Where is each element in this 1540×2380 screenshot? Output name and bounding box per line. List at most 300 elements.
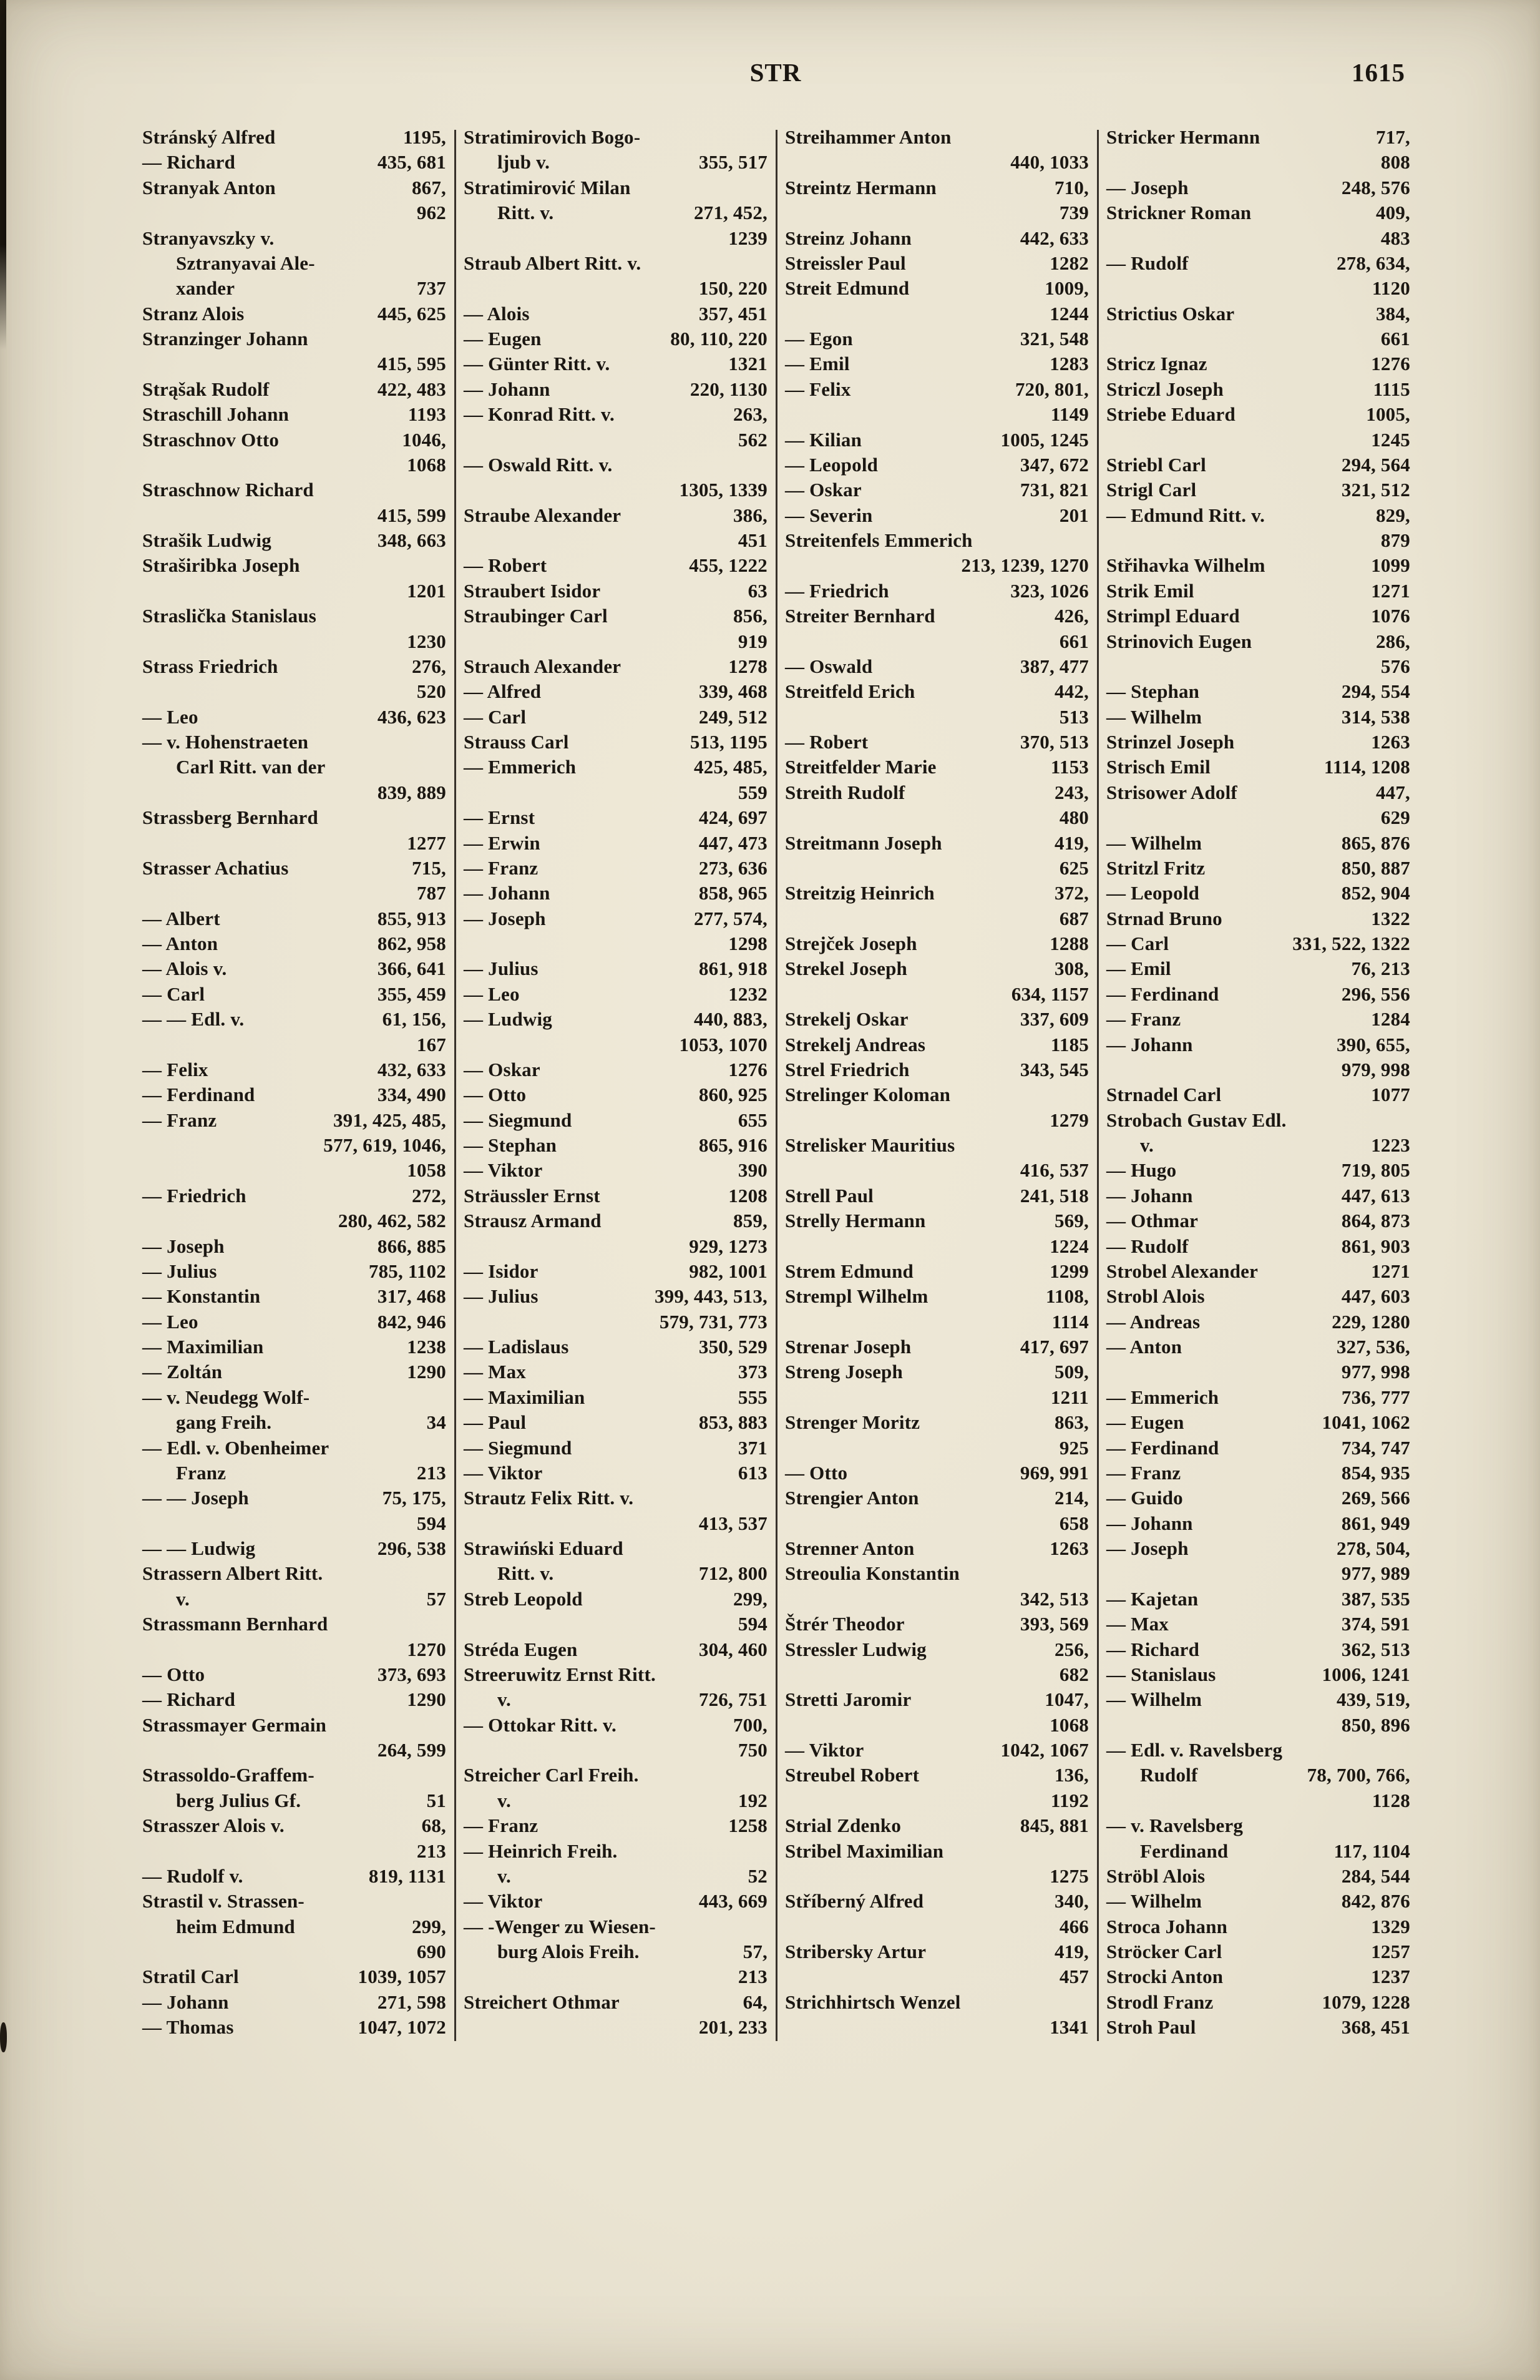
entry-name: burg Alois Freih. (497, 1941, 640, 1962)
entry-name: Stranyak Anton (142, 176, 276, 198)
index-entry-line (464, 200, 768, 225)
index-entry-line (464, 629, 768, 654)
entry-page-refs: 520 (416, 680, 446, 703)
index-entry-line (1106, 1864, 1410, 1889)
entry-page-refs: 1238 (407, 1336, 446, 1358)
index-entry-line (1106, 1234, 1410, 1259)
index-entry-line (785, 503, 1089, 528)
index-entry-line (1106, 1108, 1410, 1133)
entry-name: Strassmann Bernhard (142, 1613, 328, 1635)
entry-page-refs: 1120 (1372, 277, 1410, 300)
entry-page-refs: 977, 989 (1341, 1562, 1410, 1585)
index-entry-line (142, 1436, 446, 1461)
entry-name: v. (497, 1688, 511, 1711)
index-entry-line (464, 1208, 768, 1233)
entry-page-refs: 737 (416, 277, 446, 300)
index-entry-line (464, 1183, 768, 1208)
entry-name: — Oskar (785, 479, 862, 501)
index-entry-line (464, 1436, 768, 1461)
entry-page-refs: 249, 512 (698, 705, 768, 728)
index-entry-line (1106, 428, 1410, 453)
entry-page-refs: 862, 958 (377, 933, 446, 954)
entry-page-refs: 362, 513 (1341, 1638, 1410, 1660)
index-entry-line (142, 528, 446, 553)
index-entry-line (464, 1158, 768, 1183)
entry-name: — Friedrich (142, 1184, 246, 1207)
entry-page-refs: 61, 156, (382, 1008, 446, 1031)
entry-name: — Konrad Ritt. v. (464, 403, 615, 426)
entry-page-refs: 57 (426, 1587, 446, 1610)
index-entry-line (785, 351, 1089, 376)
index-entry-line (785, 780, 1089, 805)
entry-name: Strenger Moritz (785, 1411, 920, 1434)
entry-name: Strautz Felix Ritt. v. (464, 1487, 634, 1509)
entry-page-refs: 355, 517 (698, 151, 768, 174)
entry-page-refs: 1282 (1050, 252, 1089, 274)
entry-page-refs: 860, 925 (698, 1084, 768, 1106)
index-entry-line (142, 982, 446, 1007)
entry-page-refs: 785, 1102 (368, 1260, 446, 1282)
entry-name: Straslička Stanislaus (142, 605, 316, 627)
entry-name: — Paul (464, 1411, 527, 1434)
entry-page-refs: 861, 918 (698, 957, 768, 980)
index-entry-line (142, 1914, 446, 1939)
entry-name: Striebe Eduard (1106, 403, 1235, 426)
entry-page-refs: 979, 998 (1341, 1058, 1410, 1080)
entry-page-refs: 447, 473 (698, 831, 768, 854)
entry-name: Streng Joseph (785, 1361, 903, 1383)
index-entry-line (785, 1385, 1089, 1410)
entry-page-refs: 1270 (407, 1638, 446, 1660)
entry-name: — Otto (142, 1663, 205, 1685)
index-entry-line (464, 780, 768, 805)
entry-name: — Konstantin (142, 1285, 261, 1308)
entry-page-refs: 1271 (1371, 579, 1410, 602)
entry-name: Strass Friedrich (142, 655, 278, 677)
index-entry-line (785, 1839, 1089, 1864)
entry-name: Strickner Roman (1106, 202, 1252, 224)
index-entry-line (142, 1410, 446, 1435)
entry-name: Streihammer Anton (785, 126, 952, 148)
entry-page-refs: 75, 175, (382, 1487, 446, 1509)
index-entry-line (785, 982, 1089, 1007)
entry-page-refs: 68, (421, 1814, 446, 1837)
entry-name: Sztranyavai Ale- (176, 252, 315, 274)
index-entry-line (464, 402, 768, 427)
entry-page-refs: 426, (1054, 605, 1089, 627)
entry-page-refs: 819, 1131 (368, 1864, 446, 1887)
entry-page-refs: 337, 609 (1020, 1008, 1089, 1031)
index-entry-line (1106, 755, 1410, 780)
entry-page-refs: 579, 731, 773 (659, 1310, 768, 1333)
entry-page-refs: 220, 1130 (690, 378, 768, 400)
entry-name: Straubert Isidor (464, 579, 601, 602)
entry-page-refs: 842, 946 (377, 1310, 446, 1333)
entry-name: Strictius Oskar (1106, 302, 1235, 325)
index-entry-line (1106, 730, 1410, 755)
entry-name: Striebl Carl (1106, 453, 1206, 476)
entry-name: Streitfeld Erich (785, 680, 915, 703)
entry-page-refs: 308, (1054, 957, 1089, 980)
index-entry-line (785, 1914, 1089, 1939)
entry-name: — Franz (464, 856, 539, 879)
index-entry-line (464, 1587, 768, 1612)
index-entry-line (1106, 906, 1410, 931)
entry-name: Strnadel Carl (1106, 1084, 1222, 1106)
entry-page-refs: 399, 443, 513, (654, 1285, 768, 1308)
index-entry-line (142, 2015, 446, 2040)
entry-page-refs: 863, (1054, 1411, 1089, 1434)
index-entry-line (1106, 1410, 1410, 1435)
index-entry-line (785, 200, 1089, 225)
entry-name: Strauss Carl (464, 731, 569, 753)
entry-name: heim Edmund (176, 1915, 295, 1937)
entry-page-refs: 787 (416, 882, 446, 904)
index-entry-line (464, 1310, 768, 1334)
entry-name: berg Julius Gf. (176, 1789, 301, 1811)
entry-name: — Anton (1106, 1336, 1182, 1358)
entry-page-refs: 919 (738, 630, 768, 652)
index-entry-line (1106, 301, 1410, 326)
index-entry-line (142, 1234, 446, 1259)
index-entry-line (142, 125, 446, 150)
index-entry-line (1106, 1436, 1410, 1461)
entry-name: Streitzig Heinrich (785, 882, 935, 904)
index-column-2 (464, 125, 768, 2041)
entry-page-refs: 1005, (1366, 403, 1410, 426)
entry-name: Straschnow Richard (142, 479, 314, 501)
entry-name: v. (1140, 1134, 1154, 1156)
index-entry-line (464, 1990, 768, 2015)
entry-name: — Alfred (464, 680, 542, 703)
index-entry-line (785, 301, 1089, 326)
entry-page-refs: 451 (738, 529, 768, 551)
index-entry-line (142, 1561, 446, 1586)
entry-page-refs: 419, (1054, 831, 1089, 854)
index-entry-line (1106, 856, 1410, 881)
entry-name: Strassoldo-Graffem- (142, 1764, 314, 1786)
entry-page-refs: 712, 800 (698, 1562, 768, 1585)
index-entry-line (1106, 528, 1410, 553)
page-header (144, 57, 1408, 92)
entry-name: — Kajetan (1106, 1587, 1199, 1610)
entry-name: Strelinger Koloman (785, 1084, 951, 1106)
entry-name: — Erwin (464, 831, 540, 854)
index-entry-line (785, 1612, 1089, 1637)
index-entry-line (1106, 351, 1410, 376)
entry-name: Carl Ritt. van der (176, 756, 326, 778)
entry-page-refs: 969, 991 (1020, 1461, 1089, 1484)
entry-name: — Stephan (464, 1134, 557, 1156)
entry-name: gang Freih. (176, 1411, 272, 1434)
entry-name: — Carl (464, 705, 527, 728)
index-entry-line (1106, 1587, 1410, 1612)
entry-page-refs: 1245 (1371, 428, 1410, 451)
entry-name: — Wilhelm (1106, 1688, 1202, 1711)
entry-page-refs: 263, (733, 403, 768, 426)
entry-page-refs: 1263 (1050, 1537, 1089, 1559)
entry-name: — Franz (1106, 1461, 1181, 1484)
entry-name: — Anton (142, 933, 218, 954)
entry-page-refs: 829, (1375, 504, 1410, 526)
index-entry-line (1106, 1839, 1410, 1864)
entry-page-refs: 1290 (407, 1361, 446, 1383)
entry-page-refs: 442, 633 (1020, 227, 1089, 249)
entry-name: — Günter Ritt. v. (464, 353, 610, 375)
entry-page-refs: 1192 (1050, 1789, 1089, 1811)
index-entry-line (142, 1864, 446, 1889)
entry-page-refs: 76, 213 (1351, 957, 1410, 980)
entry-name: Strekelj Oskar (785, 1008, 909, 1031)
entry-name: — Rudolf v. (142, 1864, 243, 1887)
index-entry-line (142, 1536, 446, 1561)
index-entry-line (142, 251, 446, 276)
entry-page-refs: 719, 805 (1341, 1159, 1410, 1182)
index-entry-line (464, 2015, 768, 2040)
entry-page-refs: 562 (738, 428, 768, 451)
entry-page-refs: 384, (1375, 302, 1410, 325)
entry-page-refs: 391, 425, 485, (333, 1109, 446, 1131)
entry-name: — Ladislaus (464, 1336, 569, 1358)
entry-name: Streitmann Joseph (785, 831, 942, 854)
entry-page-refs: 248, 576 (1341, 176, 1410, 198)
entry-name: — Ferdinand (1106, 1436, 1219, 1459)
entry-page-refs: 243, (1054, 781, 1089, 803)
entry-page-refs: 661 (1380, 328, 1410, 350)
index-entry-line (1106, 453, 1410, 477)
index-entry-line (785, 1990, 1089, 2015)
entry-page-refs: 1185 (1050, 1033, 1089, 1055)
entry-page-refs: 368, 451 (1341, 2016, 1410, 2039)
entry-name: Ritt. v. (497, 202, 554, 224)
entry-name: — Joseph (1106, 176, 1189, 198)
entry-name: — v. Hohenstraeten (142, 731, 309, 753)
entry-page-refs: 808 (1380, 151, 1410, 174)
entry-page-refs: 447, 603 (1341, 1285, 1410, 1308)
entry-page-refs: 856, (733, 605, 768, 627)
entry-page-refs: 340, (1054, 1890, 1089, 1912)
index-entry-line (785, 1536, 1089, 1561)
entry-page-refs: 629 (1380, 806, 1410, 829)
entry-name: — Hugo (1106, 1159, 1177, 1182)
index-entry-line (464, 982, 768, 1007)
index-entry-line (1106, 982, 1410, 1007)
index-entry-line (464, 226, 768, 251)
entry-page-refs: 1305, 1339 (679, 479, 768, 501)
entry-page-refs: 64, (743, 1991, 768, 2013)
index-entry-line (142, 1385, 446, 1410)
index-entry-line (785, 856, 1089, 881)
index-entry-line (1106, 200, 1410, 225)
index-entry-line (142, 755, 446, 780)
entry-page-refs: 386, (733, 504, 768, 526)
entry-page-refs: 1239 (728, 227, 768, 249)
entry-page-refs: 52 (748, 1864, 768, 1887)
index-entry-line (142, 377, 446, 402)
entry-name: — Robert (464, 554, 547, 577)
entry-name: Střihavka Wilhelm (1106, 554, 1265, 577)
index-entry-line (785, 2015, 1089, 2040)
entry-name: Streissler Paul (785, 252, 906, 274)
entry-page-refs: 321, 512 (1341, 479, 1410, 501)
entry-page-refs: 374, 591 (1341, 1613, 1410, 1635)
entry-page-refs: 278, 504, (1336, 1537, 1410, 1559)
index-entry-line (785, 755, 1089, 780)
entry-page-refs: 1278 (728, 655, 768, 677)
entry-name: — Julius (464, 1285, 539, 1308)
index-entry-line (785, 1662, 1089, 1687)
index-entry-line (464, 276, 768, 301)
index-entry-line (142, 906, 446, 931)
entry-name: — Leo (142, 705, 198, 728)
index-entry-line (785, 1082, 1089, 1107)
index-entry-line (142, 1612, 446, 1637)
entry-page-refs: 213, 1239, 1270 (961, 554, 1089, 577)
entry-page-refs: 1223 (1371, 1134, 1410, 1156)
entry-page-refs: 700, (733, 1713, 768, 1736)
entry-page-refs: 372, (1054, 882, 1089, 904)
index-entry-line (785, 1108, 1089, 1133)
index-entry-line (1106, 1939, 1410, 1964)
entry-page-refs: 447, 613 (1341, 1184, 1410, 1207)
index-entry-line (785, 1310, 1089, 1334)
index-entry-line (1106, 326, 1410, 351)
index-entry-line (1106, 1788, 1410, 1813)
entry-page-refs: 443, 669 (698, 1890, 768, 1912)
entry-name: Streoulia Konstantin (785, 1562, 960, 1585)
index-entry-line (142, 1461, 446, 1486)
entry-name: — Isidor (464, 1260, 539, 1282)
index-entry-line (785, 654, 1089, 679)
entry-page-refs: 1068 (407, 453, 446, 476)
entry-name: xander (176, 277, 235, 300)
index-entry-line (785, 1763, 1089, 1788)
entry-name: Stribersky Artur (785, 1941, 927, 1962)
entry-page-refs: 366, 641 (377, 957, 446, 980)
entry-name: Straširibka Joseph (142, 554, 300, 577)
entry-page-refs: 347, 672 (1020, 453, 1089, 476)
entry-page-refs: 850, 887 (1341, 856, 1410, 879)
entry-page-refs: 1128 (1372, 1789, 1410, 1811)
index-entry-line (1106, 1032, 1410, 1057)
index-entry-line (1106, 1964, 1410, 1989)
entry-page-refs: 117, 1104 (1333, 1839, 1410, 1862)
entry-page-refs: 425, 485, (693, 756, 768, 778)
entry-page-refs: 845, 881 (1020, 1814, 1089, 1837)
column-divider (776, 130, 777, 2041)
entry-name: — Max (464, 1361, 527, 1383)
entry-name: v. (176, 1587, 190, 1610)
index-entry-line (785, 579, 1089, 604)
entry-name: Stretti Jaromir (785, 1688, 912, 1711)
entry-name: Strisower Adolf (1106, 781, 1237, 803)
entry-page-refs: 710, (1054, 176, 1089, 198)
entry-name: Streinz Johann (785, 227, 912, 249)
entry-page-refs: 1047, (1045, 1688, 1089, 1711)
index-entry-line (464, 553, 768, 578)
entry-name: — Johann (464, 378, 550, 400)
index-entry-line (142, 276, 446, 301)
entry-page-refs: 929, 1273 (689, 1235, 768, 1257)
entry-page-refs: 1232 (728, 982, 768, 1005)
entry-page-refs: 509, (1054, 1361, 1089, 1383)
entry-page-refs: 852, 904 (1341, 882, 1410, 904)
index-entry-line (142, 1208, 446, 1233)
index-entry-line (464, 730, 768, 755)
entry-page-refs: 1284 (1371, 1008, 1410, 1031)
index-entry-line (1106, 1259, 1410, 1284)
entry-name: — Richard (1106, 1638, 1200, 1660)
index-entry-line (785, 1511, 1089, 1536)
index-entry-line (1106, 1990, 1410, 2015)
index-entry-line (1106, 1486, 1410, 1511)
entry-page-refs: 739 (1059, 202, 1089, 224)
index-entry-line (785, 1133, 1089, 1158)
entry-page-refs: 150, 220 (698, 277, 768, 300)
index-entry-line (142, 931, 446, 956)
entry-name: Strawiński Eduard (464, 1537, 623, 1559)
entry-name: Strimpl Eduard (1106, 605, 1240, 627)
entry-name: Straub Albert Ritt. v. (464, 252, 641, 274)
entry-name: — Siegmund (464, 1436, 572, 1459)
index-entry-line (464, 1486, 768, 1511)
entry-name: Ritt. v. (497, 1562, 554, 1585)
entry-page-refs: 865, 916 (698, 1134, 768, 1156)
entry-name: v. (497, 1789, 511, 1811)
entry-name: ljub v. (497, 151, 550, 174)
scan-edge-artifact (0, 0, 6, 350)
index-entry-line (785, 326, 1089, 351)
entry-page-refs: 280, 462, 582 (338, 1210, 446, 1232)
index-entry-line (142, 805, 446, 830)
entry-page-refs: 241, 518 (1020, 1184, 1089, 1207)
index-entry-line (785, 1813, 1089, 1838)
entry-name: Streitfelder Marie (785, 756, 937, 778)
entry-name: — Leo (464, 982, 520, 1005)
index-entry-line (785, 1057, 1089, 1082)
entry-page-refs: 1275 (1050, 1864, 1089, 1887)
entry-name: — Eugen (464, 328, 542, 350)
entry-page-refs: 577, 619, 1046, (323, 1134, 446, 1156)
index-entry-line (785, 1007, 1089, 1032)
index-columns (142, 125, 1410, 2041)
index-entry-line (142, 1334, 446, 1359)
entry-page-refs: 842, 876 (1341, 1890, 1410, 1912)
index-entry-line (142, 1259, 446, 1284)
entry-name: — Carl (142, 982, 205, 1005)
index-entry-line (1106, 1561, 1410, 1586)
index-entry-line (142, 1284, 446, 1309)
index-entry-line (142, 1839, 446, 1864)
index-entry-line (785, 1410, 1089, 1435)
entry-name: — Rudolf (1106, 252, 1189, 274)
entry-page-refs: 1237 (1371, 1966, 1410, 1988)
entry-page-refs: 422, 483 (377, 378, 446, 400)
entry-name: Strekelj Andreas (785, 1033, 926, 1055)
entry-name: Streitenfels Emmerich (785, 529, 973, 551)
entry-page-refs: 859, (733, 1210, 768, 1232)
entry-page-refs: 734, 747 (1341, 1436, 1410, 1459)
index-entry-line (785, 931, 1089, 956)
entry-page-refs: 480 (1059, 806, 1089, 829)
entry-page-refs: 271, 598 (377, 1991, 446, 2013)
index-entry-line (142, 402, 446, 427)
index-entry-line (464, 528, 768, 553)
entry-page-refs: 925 (1059, 1436, 1089, 1459)
index-entry-line (464, 1007, 768, 1032)
entry-name: — Viktor (464, 1159, 543, 1182)
index-entry-line (464, 654, 768, 679)
